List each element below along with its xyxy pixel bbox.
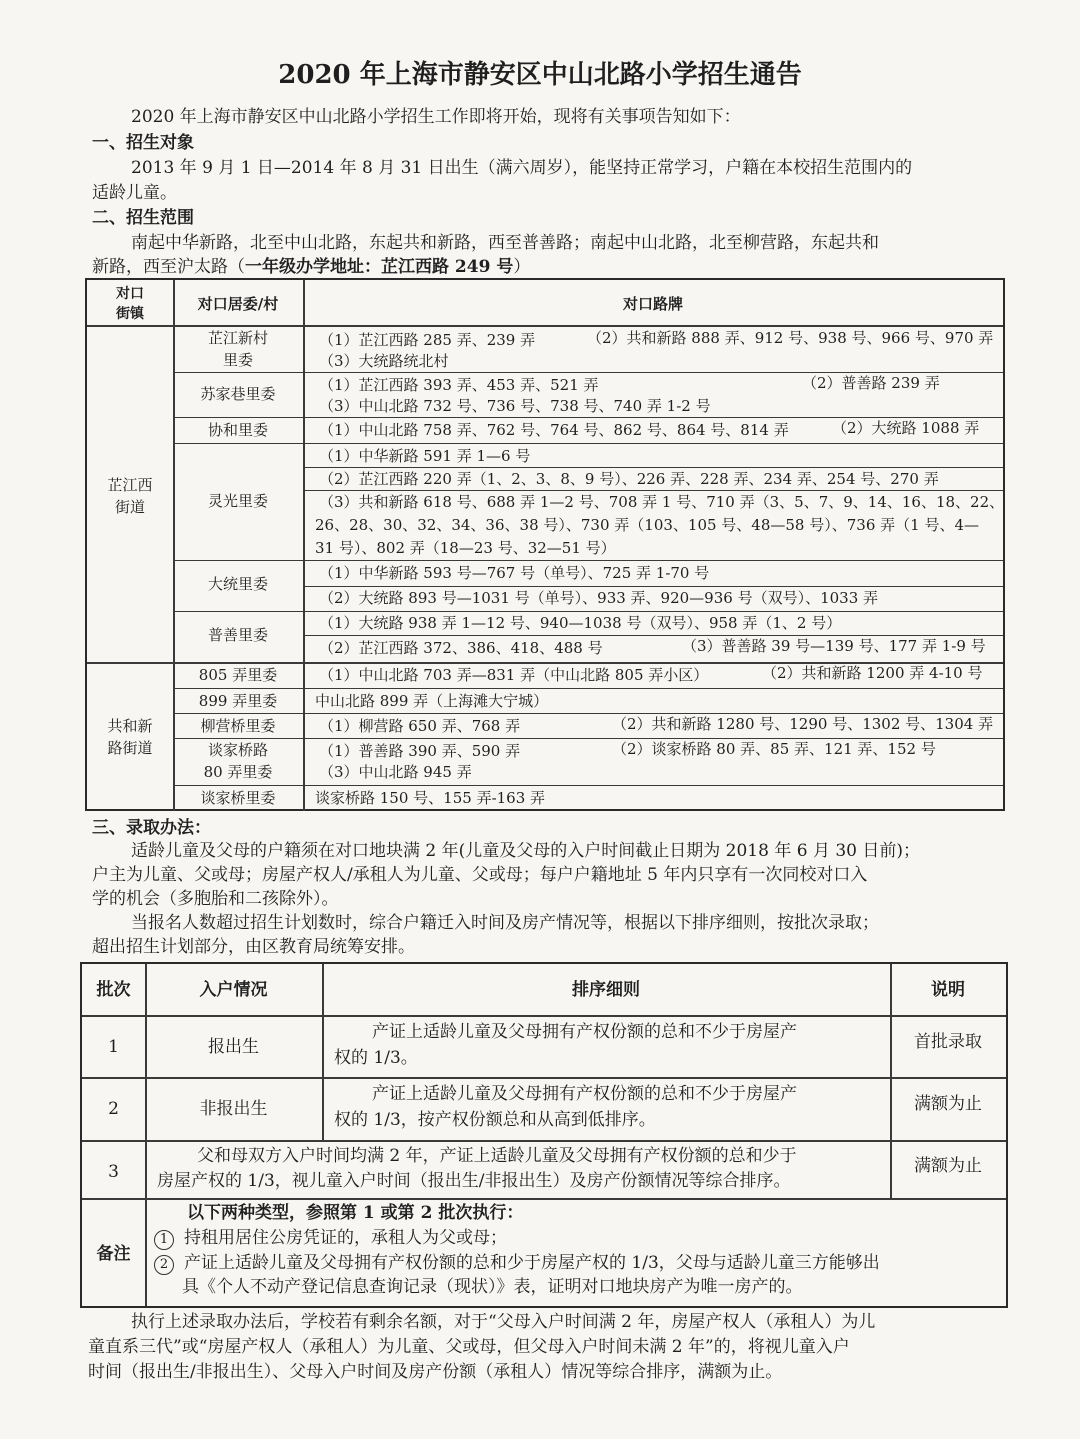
section3-text: 户主为儿童、父或母；房屋产权人/承租人为儿童、父或母；每户户籍地址 5 年内只享有一次同校对口入: [92, 865, 868, 885]
header-addresses: 对口路牌: [622, 295, 683, 313]
address-line: （2）共和新路 888 弄、912 号、938 号、966 号、970 弄: [587, 329, 994, 347]
rule-line: 产证上适龄儿童及父母拥有产权份额的总和不少于房屋产: [372, 1022, 797, 1042]
batch-number: 1: [108, 1037, 119, 1057]
header-street: 对口 街镇: [116, 286, 144, 323]
remark-title: 以下两种类型，参照第 1 或第 2 批次执行：: [187, 1203, 524, 1223]
address-line: （1）中华新路 591 弄 1—6 号: [319, 447, 531, 465]
remark-item: 2 产证上适龄儿童及父母拥有产权份额的总和少于房屋产权的 1/3，父母与适龄儿童三方能够出: [154, 1251, 880, 1277]
address-line: （1）大统路 938 弄 1—12 号、940—1038 号（双号）、958 弄（1、2 号）: [319, 614, 842, 632]
committee-cell: 谈家桥里委: [200, 789, 276, 807]
committee-cell: 805 弄里委: [198, 666, 278, 684]
status-cell: 非报出生: [199, 1099, 268, 1119]
address-line: （2）共和新路 1280 号、1290 号、1302 号、1304 弄: [612, 715, 994, 733]
committee-cell: 协和里委: [207, 421, 268, 439]
number-badge: 2: [154, 1255, 174, 1275]
address-line: （2）大统路 893 号—1031 号（单号）、933 弄、920—936 号（双号）、1033 弄: [319, 589, 879, 607]
committee-cell: 柳营桥里委: [200, 717, 276, 735]
address-line: （1）普善路 390 弄、590 弄: [319, 742, 521, 760]
page-title: 2020 年上海市静安区中山北路小学招生通告: [278, 60, 802, 90]
section1-text: 适龄儿童。: [92, 183, 177, 203]
intro-text: 2020 年上海市静安区中山北路小学招生工作即将开始，现将有关事项告知如下：: [131, 107, 741, 127]
address-line: （3）共和新路 618 号、688 弄 1—2 号、708 弄 1 号、710 弄（3、5、7、9、14、16、18、22、: [319, 493, 1005, 511]
section1-heading: 一、招生对象: [92, 133, 194, 153]
address-line: （2）芷江西路 372、386、418、488 号: [319, 639, 603, 657]
catchment-table: [85, 278, 1005, 811]
address-line: （1）芷江西路 285 弄、239 弄: [319, 331, 536, 349]
address-line: 中山北路 899 弄（上海滩大宁城）: [315, 692, 549, 710]
committee-cell: 灵光里委: [207, 492, 268, 510]
header-committee: 对口居委/村: [197, 295, 279, 313]
address-line: （3）大统路统北村: [319, 352, 449, 370]
address-line: （2）共和新路 1200 弄 4-10 号: [762, 664, 983, 682]
address-line: （3）中山北路 732 号、736 号、738 号、740 弄 1-2 号: [319, 397, 711, 415]
rule-line: 父和母双方入户时间均满 2 年，产证上适龄儿童及父母拥有产权份额的总和少于: [197, 1146, 797, 1166]
committee-cell: 普善里委: [207, 626, 268, 644]
address-line: （1）柳营路 650 弄、768 弄: [319, 717, 521, 735]
address-line: （2）芷江西路 220 弄（1、2、3、8、9 号）、226 弄、228 弄、234 弄、254 号、270 弄: [319, 470, 939, 488]
note-cell: 满额为止: [914, 1156, 982, 1176]
footer-text: 执行上述录取办法后，学校若有剩余名额，对于“父母入户时间满 2 年，房屋产权人（承租人）为儿: [131, 1312, 876, 1332]
address-line: （1）中山北路 703 弄—831 弄（中山北路 805 弄小区）: [319, 666, 709, 684]
section2-text: 新路，西至沪太路（一年级办学地址：芷江西路 249 号）: [92, 257, 531, 277]
note-cell: 首批录取: [914, 1032, 982, 1052]
batch-number: 2: [108, 1099, 119, 1119]
committee-cell: 谈家桥路 80 弄里委: [203, 741, 273, 781]
section3-text: 学的机会（多胞胎和二孩除外）。: [92, 889, 339, 909]
header-note: 说明: [931, 980, 965, 1000]
address-line: 31 号）、802 弄（18—23 号、32—51 号）: [315, 539, 616, 557]
section3-heading: 三、录取办法：: [92, 818, 211, 838]
remark-item: 1 持租用居住公房凭证的，承租人为父或母；: [154, 1226, 507, 1252]
address-line: 26、28、30、32、34、36、38 号）、730 弄（103、105 号、48—58 号）、736 弄（1 号、4—: [315, 516, 980, 534]
street-cell: 芷江西 街道: [107, 476, 153, 516]
committee-cell: 芷江新村 里委: [207, 329, 268, 369]
address-line: （1）芷江西路 393 弄、453 弄、521 弄: [319, 376, 599, 394]
status-cell: 报出生: [208, 1037, 259, 1057]
rule-line: 房屋产权的 1/3，视儿童入户时间（报出生/非报出生）及房产份额情况等综合排序。: [157, 1171, 791, 1191]
address-line: 谈家桥路 150 号、155 弄-163 弄: [315, 789, 546, 807]
section3-text: 超出招生计划部分，由区教育局统筹安排。: [92, 937, 415, 957]
rule-line: 权的 1/3。: [334, 1048, 418, 1068]
street-cell: 共和新 路街道: [107, 717, 153, 757]
committee-cell: 苏家巷里委: [200, 385, 276, 403]
section3-text: 当报名人数超过招生计划数时，综合户籍迁入时间及房产情况等，根据以下排序细则，按批次录取；: [131, 913, 879, 933]
remark-label: 备注: [96, 1244, 131, 1264]
address-line: （2）大统路 1088 弄: [832, 419, 980, 437]
header-status: 入户情况: [199, 980, 268, 1000]
committee-cell: 899 弄里委: [198, 692, 278, 710]
address-line: （3）中山北路 945 弄: [319, 763, 472, 781]
address-line: （1）中山北路 758 弄、762 号、764 号、862 号、864 号、814 弄: [319, 421, 789, 439]
committee-cell: 大统里委: [207, 575, 268, 593]
remark-item: 具《个人不动产登记信息查询记录（现状）》表，证明对口地块房产为唯一房产的。: [182, 1277, 803, 1297]
address-line: （2）谈家桥路 80 弄、85 弄、121 弄、152 号: [612, 740, 936, 758]
footer-text: 时间（报出生/非报出生）、父母入户时间及房产份额（承租人）情况等综合排序，满额为止。: [88, 1362, 783, 1382]
address-line: （1）中华新路 593 号—767 号（单号）、725 弄 1-70 号: [319, 564, 710, 582]
rule-line: 产证上适龄儿童及父母拥有产权份额的总和不少于房屋产: [372, 1084, 797, 1104]
note-cell: 满额为止: [914, 1094, 982, 1114]
section3-text: 适龄儿童及父母的户籍须在对口地块满 2 年(儿童及父母的入户时间截止日期为 2018 年 6 月 30 日前)；: [131, 841, 921, 861]
admission-table: [80, 962, 1008, 1308]
school-address: 一年级办学地址：芷江西路 249 号: [245, 257, 514, 277]
section2-text: 南起中华新路，北至中山北路，东起共和新路，西至普善路；南起中山北路，北至柳营路，东起共和: [131, 233, 879, 253]
section1-text: 2013 年 9 月 1 日—2014 年 8 月 31 日出生（满六周岁），能坚持正常学习，户籍在本校招生范围内的: [131, 158, 913, 178]
address-line: （3）普善路 39 号—139 号、177 弄 1-9 号: [682, 637, 986, 655]
address-line: （2）普善路 239 弄: [802, 374, 940, 392]
number-badge: 1: [154, 1230, 174, 1250]
rule-line: 权的 1/3，按产权份额总和从高到低排序。: [334, 1110, 656, 1130]
footer-text: 童直系三代”或“房屋产权人（承租人）为儿童、父或母，但父母入户时间未满 2 年”的，将视儿童入户: [88, 1337, 850, 1357]
batch-number: 3: [108, 1162, 119, 1182]
header-batch: 批次: [96, 980, 131, 1000]
header-rule: 排序细则: [572, 980, 640, 1000]
section2-heading: 二、招生范围: [92, 208, 194, 228]
